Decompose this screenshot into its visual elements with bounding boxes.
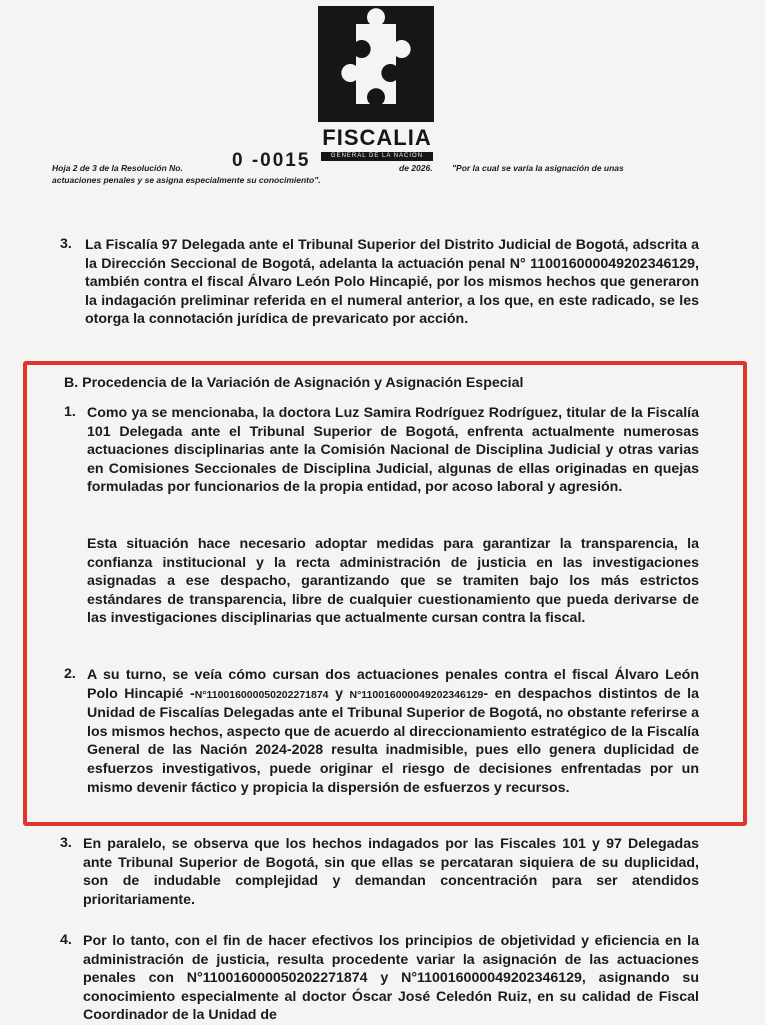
resolution-date: de 2026. (399, 163, 433, 173)
resolution-number: 0 -0015 (232, 150, 311, 171)
paragraph-item-1: Como ya se mencionaba, la doctora Luz Samira Rodríguez Rodríguez, titular de la Fiscalía 101 Delegada ante el Tribunal Superior de Bogotá, enfrenta actualmente numerosas actuaciones disciplinarias ante la Comisión Nacional de Disciplina Judicial y otras varias en Comisiones Seccionales de Disciplina Judicial, algunas de ellas originadas en quejas formuladas por funcionarios de la propia entidad, por acoso laboral y agresión. (87, 405, 699, 496)
case-number-2: N°110016000049202346129 (349, 688, 484, 701)
paragraph-item-3: La Fiscalía 97 Delegada ante el Tribunal Superior del Distrito Judicial de Bogotá, adscrita a la Dirección Seccional de Bogotá, adelanta la actuación penal N° 110016000049202346129, también contra el fiscal Álvaro León Polo Hincapié, por los mismos hechos que generaron la indagación preliminar referida en el numeral anterior, a los que, en este radicado, se les otorga la connotación jurídica de prevaricato por acción. (85, 237, 699, 328)
paragraph-item-2 (87, 666, 699, 797)
logo-subtitle: GENERAL DE LA NACIÓN (321, 152, 433, 161)
paragraph-item-1-continued: Esta situación hace necesario adoptar medidas para garantizar la transparencia, la confianza institucional y la recta administración de justicia en las investigaciones asignadas a ese despacho, garantizando que se tramiten bajo los más estrictos estándares de transparencia, libre de cualquier cuestionamiento que pueda derivarse de las investigaciones disciplinarias que actualmente cursan contra la fiscal. (87, 536, 699, 627)
resolution-title-line1: "Por la cual se varía la asignación de unas (452, 163, 624, 173)
section-b-heading: B. Procedencia de la Variación de Asignación y Asignación Especial (64, 375, 524, 391)
item-number: 3. (60, 236, 72, 252)
resolution-title-line2: actuaciones penales y se asigna especialmente su conocimiento". (52, 175, 321, 185)
item-number: 4. (60, 932, 72, 948)
item-number: 3. (60, 835, 72, 851)
case-number-1: N°110016000050202271874 (194, 688, 329, 701)
paragraph-item-2-text-b: y (328, 685, 350, 702)
page-reference: Hoja 2 de 3 de la Resolución No. (52, 163, 183, 173)
puzzle-piece-icon (318, 6, 434, 122)
paragraph-item-4: Por lo tanto, con el fin de hacer efectivos los principios de objetividad y eficiencia en la administración de justicia, resulta procedente variar la asignación de las actuaciones penales con N°110016000050202271874 y N°110016000049202346129, asignando su conocimiento especialmente al doctor Óscar José Celedón Ruiz, en su calidad de Fiscal Coordinador de la Unidad de (83, 933, 699, 1024)
paragraph-item-2-text-c: - en despachos distintos de la Unidad de Fiscalías Delegadas ante el Tribunal Superior de Bogotá, no obstante referirse a los mismos hechos, aspecto que de acuerdo al direccionamiento estratégico de la Fiscalía General de las Nación 2024-2028 resulta inadmisible, pues ello genera duplicidad de esfuerzos investigativos, puede originar el riesgo de decisiones enfrentadas por un mismo devenir fáctico y propicia la dispersión de esfuerzos y recursos. (87, 685, 699, 796)
logo-name: FISCALIA (322, 125, 432, 150)
fiscalia-logo (318, 6, 436, 160)
item-number: 2. (64, 666, 76, 682)
paragraph-item-2-text-a: A su turno, se veía cómo cursan dos actuaciones penales contra el fiscal Álvaro León Polo Hincapié - (87, 667, 699, 702)
paragraph-item-3-b: En paralelo, se observa que los hechos indagados por las Fiscales 101 y 97 Delegadas ante Tribunal Superior de Bogotá, sin que ellas se percataran siquiera de su duplicidad, son de indudable complejidad y demandan concentración para ser atendidos prioritariamente. (83, 836, 699, 908)
item-number: 1. (64, 404, 76, 420)
